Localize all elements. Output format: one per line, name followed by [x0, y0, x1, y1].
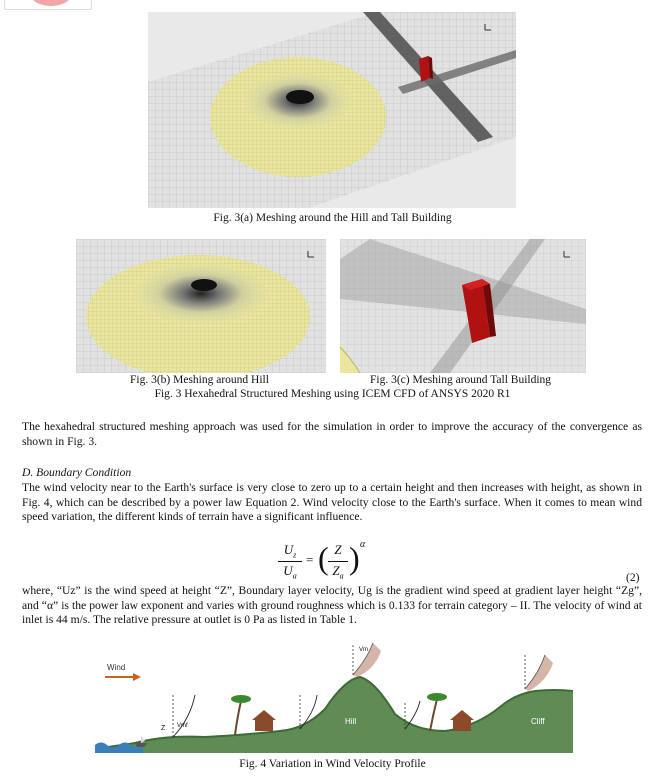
figure-3b-caption: Fig. 3(b) Meshing around Hill	[130, 374, 269, 386]
journal-logo-fragment	[4, 0, 92, 10]
fig4-hill-label: Hill	[345, 717, 357, 726]
eq-den-right: Z	[332, 563, 340, 578]
figure-4-wind-profile	[95, 639, 573, 753]
eq-den-right-sub: a	[339, 571, 344, 581]
figure-3a-mesh-hill-building	[148, 12, 516, 208]
equation-power-law: $U_z$ $U_a$ = ( Z $Z_a$ ) α	[278, 542, 388, 582]
figure-3c-caption: Fig. 3(c) Meshing around Tall Building	[370, 374, 552, 386]
fig4-vmf-label: Vmf	[177, 723, 188, 729]
fig4-z-label: Z	[161, 725, 166, 732]
section-heading-boundary-condition: D. Boundary Condition	[22, 466, 132, 479]
figure-3b-mesh-hill	[76, 239, 326, 373]
eq-num-right: Z	[334, 542, 342, 557]
eq-num-left: U	[283, 542, 294, 557]
fig4-cliff-label: Cliff	[531, 717, 545, 726]
paragraph-where: where, “Uz” is the wind speed at height “Z”, Boundary layer velocity, Ug is the gradient wind speed at gradient layer height “Zg”, and “α” is the power law exponent and varies with ground roughness which is 0.133 for terrain category – II. The velocity of wind at inlet is 44 m/s. The relative pressure at outlet is 0 Pa as listed in Table 1.	[22, 584, 642, 627]
paragraph-wind-velocity: The wind velocity near to the Earth's surface is very close to zero up to a certain height and then increases with height, as shown in Fig. 4, which can be described by a power law Equation 2. Wind velocity close to the Earth's surface. When it comes to mean wind speed variation, the different kinds of terrain have a significant influence.	[22, 481, 642, 524]
figure-3c-mesh-building	[340, 239, 586, 373]
eq-equals: =	[306, 552, 314, 567]
figure-3a-caption: Fig. 3(a) Meshing around the Hill and Tall Building	[213, 212, 452, 224]
paragraph-meshing: The hexahedral structured meshing approach was used for the simulation in order to improve the accuracy of the convergence as shown in Fig. 3.	[22, 420, 642, 448]
eq-den-left: U	[283, 563, 293, 578]
figure-3-caption: Fig. 3 Hexahedral Structured Meshing using ICEM CFD of ANSYS 2020 R1	[154, 388, 511, 400]
fig4-vm-label: Vm	[359, 647, 368, 653]
eq-exponent: α	[360, 539, 366, 550]
equation-number: (2)	[626, 571, 640, 584]
fig4-wind-label: Wind	[107, 663, 126, 672]
eq-den-left-sub: a	[292, 571, 297, 581]
figure-4-caption: Fig. 4 Variation in Wind Velocity Profile	[239, 758, 426, 770]
eq-num-left-sub: z	[293, 550, 297, 560]
